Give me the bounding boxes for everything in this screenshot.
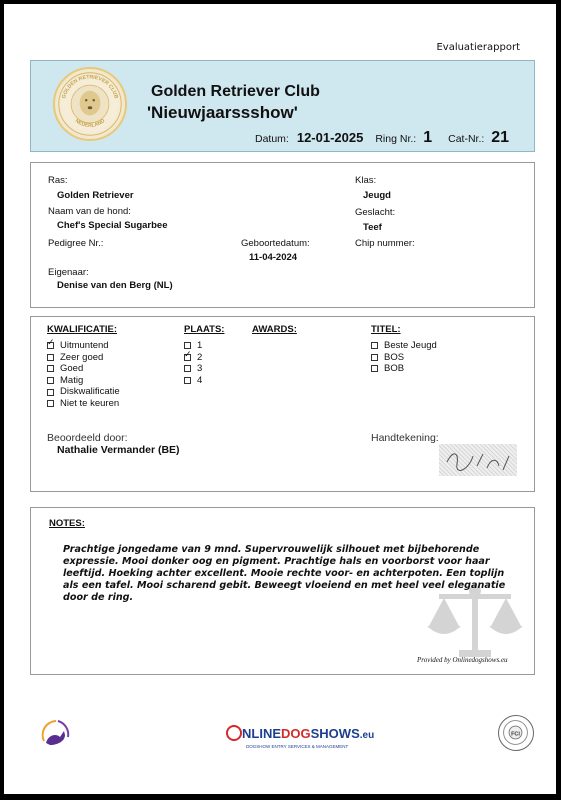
qualification-option-label: Matig (60, 374, 84, 386)
club-seal-logo (53, 67, 127, 141)
signature-image (439, 444, 517, 476)
qualification-heading: KWALIFICATIE: (47, 324, 118, 335)
checkbox-icon (184, 365, 191, 372)
chip-number-label: Chip nummer: (355, 238, 415, 249)
placement-option-label: 3 (197, 363, 203, 375)
ods-brand-a: NLINE (242, 726, 281, 741)
ring-label: Ring Nr.: (375, 133, 417, 145)
judged-by-label: Beoordeeld door: (47, 432, 128, 444)
pedigree-label: Pedigree Nr.: (48, 238, 104, 249)
club-title: Golden Retriever Club (151, 83, 320, 100)
qualification-option-label: Zeer goed (60, 351, 104, 363)
owner-label: Eigenaar: (48, 267, 89, 278)
fci-logo (498, 715, 534, 751)
catalog-label: Cat-Nr.: (448, 133, 485, 145)
title-option-label: Beste Jeugd (384, 340, 437, 351)
fci-text: FCI (511, 731, 520, 738)
qualification-option (47, 352, 120, 364)
title-option (371, 363, 437, 375)
checked-box-icon (47, 342, 54, 349)
qualification-option (47, 375, 120, 387)
title-heading: TITEL: (371, 324, 401, 335)
catalog-value: 21 (491, 129, 510, 146)
awards-heading: AWARDS: (252, 324, 297, 335)
checkbox-icon (371, 354, 378, 361)
onlinedogshows-logo (224, 724, 375, 756)
qualification-list (47, 340, 120, 410)
qualification-option (47, 386, 120, 398)
placement-option-label: 2 (197, 351, 203, 363)
show-title: 'Nieuwjaarssshow' (147, 103, 298, 122)
date-value: 12-01-2025 (296, 130, 364, 145)
qualification-option (47, 398, 120, 410)
dog-name-value: Chef's Special Sugarbee (57, 220, 168, 231)
paw-icon (226, 725, 242, 741)
placement-option-label: 4 (197, 374, 203, 386)
report-header (30, 60, 535, 152)
checkbox-icon (184, 377, 191, 384)
qualification-option-label: Uitmuntend (60, 340, 109, 351)
ring-value: 1 (423, 129, 433, 146)
placement-option-label: 1 (197, 340, 203, 351)
notes-text: Prachtige jongedame van 9 mnd. Supervrouwelijk silhouet met bijbehorende expressie. Mooi donker oog en pigment. Prachtige hals en voorborst voor haar leeftijd. Hoeking achter excellent. Mooie rechte voor- en achterpoten. Een toplijn als een tafel. Mooi scharend gebit. Beweegt vloeiend en met heel veel eleganatie door de ring. (63, 544, 506, 603)
qualification-option (47, 363, 120, 375)
report-type-label: Evaluatierapport (436, 42, 520, 53)
checkbox-icon (371, 365, 378, 372)
placement-list (184, 340, 202, 386)
qualification-option-label: Goed (60, 363, 84, 375)
title-option-label: BOB (384, 363, 405, 375)
provided-by-text: Provided by Onlinedogshows.eu (417, 656, 508, 664)
dog-club-logo-icon (38, 717, 72, 751)
sex-label: Geslacht: (355, 207, 396, 218)
notes-section (30, 507, 535, 675)
birth-date-value: 11-04-2024 (249, 252, 298, 263)
checkbox-icon (47, 354, 54, 361)
class-value: Jeugd (363, 190, 391, 201)
placement-option (184, 375, 202, 387)
checkbox-icon (371, 342, 378, 349)
notes-heading: NOTES: (49, 518, 85, 529)
checkbox-icon (47, 365, 54, 372)
show-meta-row (255, 129, 509, 147)
birth-date-label: Geboortedatum: (241, 238, 310, 249)
title-list (371, 340, 437, 375)
placement-heading: PLAATS: (184, 324, 225, 335)
signature-label: Handtekening: (371, 432, 439, 444)
dog-name-label: Naam van de hond: (48, 206, 131, 217)
title-option (371, 352, 437, 364)
checkbox-icon (47, 389, 54, 396)
class-label: Klas: (355, 175, 377, 186)
ods-brand-c: SHOWS (310, 726, 360, 741)
ods-brand-b: DOG (281, 726, 311, 741)
judge-name: Nathalie Vermander (BE) (57, 444, 180, 456)
checkbox-icon (47, 377, 54, 384)
breed-value: Golden Retriever (57, 190, 134, 201)
checkbox-icon (47, 400, 54, 407)
seal-text-top: GOLDEN RETRIEVER CLUB (61, 74, 119, 100)
qualification-option-label: Diskwalificatie (60, 386, 120, 398)
title-option-label: BOS (384, 351, 405, 363)
qualification-option-label: Niet te keuren (60, 397, 120, 409)
ods-brand-d: .eu (359, 730, 375, 741)
qualification-option (47, 340, 120, 352)
checked-box-icon (184, 354, 191, 361)
placement-option (184, 352, 202, 364)
title-option (371, 340, 437, 352)
dog-info-section (30, 162, 535, 308)
breed-label: Ras: (48, 175, 68, 186)
date-label: Datum: (255, 133, 289, 145)
sex-value: Teef (363, 222, 382, 233)
ods-tagline: DOGSHOW ENTRY SERVICES & MANAGEMENT (246, 744, 349, 749)
evaluation-report-page (4, 4, 556, 794)
placement-option (184, 363, 202, 375)
seal-text-bottom: NEDERLAND (73, 118, 107, 129)
owner-value: Denise van den Berg (NL) (57, 280, 173, 291)
evaluation-section (30, 316, 535, 492)
